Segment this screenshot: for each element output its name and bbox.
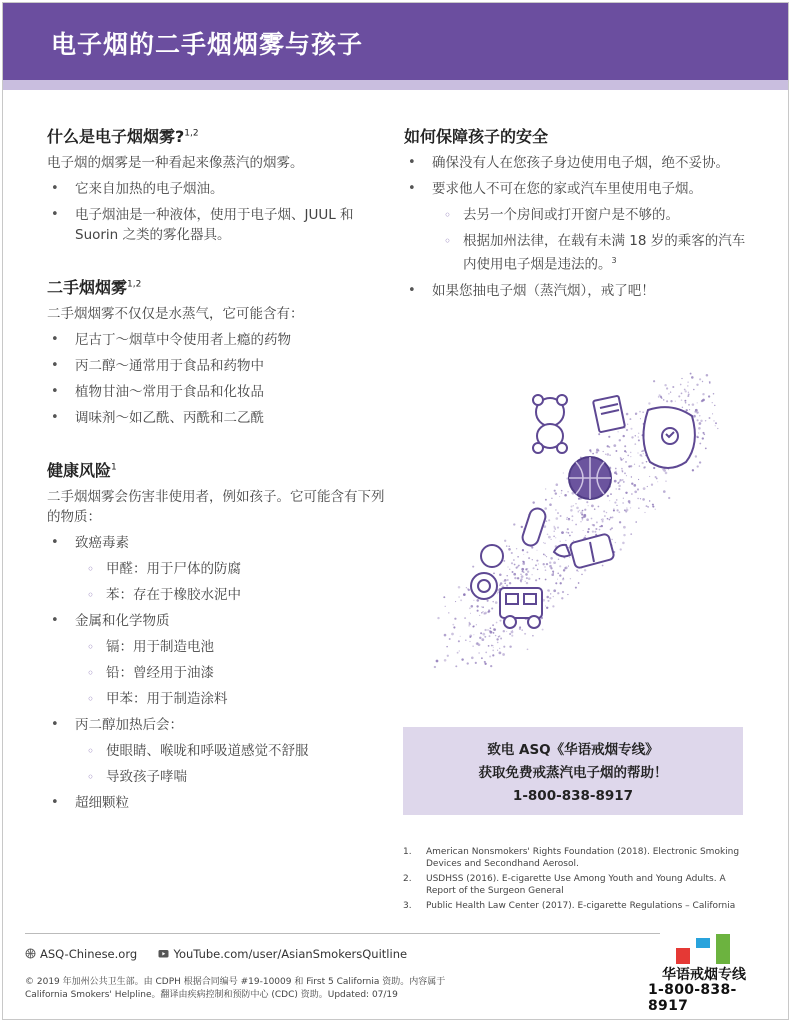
bullet-list-safety <box>404 153 749 301</box>
reference-item: 2. USDHSS (2016). E-cigarette Use Among Youth and Young Adults. A Report of the Surgeon General <box>403 874 726 896</box>
list-item: • 确保没有人在您孩子身边使用电子烟，绝不妥协。 <box>404 153 749 173</box>
callout-line-1: 致电 ASQ《华语戒烟专线》 <box>487 742 659 758</box>
ball-icon <box>569 457 611 499</box>
list-item: • 金属和化学物质 ◦ 镉：用于制造电池 ◦ 铅：曾经用于油漆 ◦ 甲苯：用于制造涂料 <box>47 611 392 709</box>
list-item: • 要求他人不可在您的家或汽车里使用电子烟。 ◦ 去另一个房间或打开窗户是不够的。 ◦ 根据加州法律，在载有未满 18 岁的乘客的汽车内使用电子烟是违法的。$^3$ <box>404 179 749 275</box>
website-link[interactable]: ASQ-Chinese.org <box>40 947 138 961</box>
logo-bars-icon <box>676 930 744 964</box>
list-item: • 致癌毒素 ◦ 甲醛：用于尸体的防腐 ◦ 苯：存在于橡胶水泥中 <box>47 533 392 605</box>
logo-name: 华语戒烟专线 <box>662 967 746 983</box>
reference-item: 1. American Nonsmokers' Rights Foundation (2018). Electronic Smoking Devices and Secondhand Aerosol. <box>403 847 740 869</box>
youtube-icon <box>158 948 169 959</box>
page-title: 电子烟的二手烟烟雾与孩子 <box>51 30 364 59</box>
sub-list-item: ◦ 镉：用于制造电池 <box>75 637 392 657</box>
sub-list-item: ◦ 去另一个房间或打开窗户是不够的。 <box>432 205 749 225</box>
bullet-list-secondhand <box>47 330 392 428</box>
section-title-what: 什么是电子烟烟雾?$^{1,2}$ <box>47 127 199 146</box>
footer-links <box>25 947 407 961</box>
references <box>403 846 748 915</box>
teddy-bear-icon <box>533 395 567 453</box>
helpline-callout <box>403 727 743 815</box>
list-item: • 调味剂～如乙酰、丙酰和二乙酰 <box>47 408 392 428</box>
list-item: • 电子烟油是一种液体，使用于电子烟、JUUL 和 Suorin 之类的雾化器具。 <box>47 205 392 245</box>
sub-list-item: ◦ 使眼睛、喉咙和呼吸道感觉不舒服 <box>75 741 392 761</box>
sub-list-item: ◦ 根据加州法律，在载有未满 18 岁的乘客的汽车内使用电子烟是违法的。$^3$ <box>432 231 749 275</box>
left-column <box>47 124 392 819</box>
sub-list-item: ◦ 甲苯：用于制造涂料 <box>75 689 392 709</box>
list-item: • 丙二醇加热后会： ◦ 使眼睛、喉咙和呼吸道感觉不舒服 ◦ 导致孩子哮喘 <box>47 715 392 787</box>
sub-list-item: ◦ 苯：存在于橡胶水泥中 <box>75 585 392 605</box>
callout-phone[interactable]: 1-800-838-8917 <box>512 788 634 804</box>
logo-phone[interactable]: 1-800-838-8917 <box>648 982 737 1014</box>
section-title-safety: 如何保障孩子的安全 <box>404 127 549 146</box>
footer-divider <box>25 933 660 934</box>
sub-list-item: ◦ 甲醛：用于尸体的防腐 <box>75 559 392 579</box>
baby-bottle-icon <box>554 533 615 568</box>
bandage-icon <box>521 506 548 547</box>
section-title-secondhand: 二手烟烟雾$^{1,2}$ <box>47 278 142 297</box>
sub-list-item: ◦ 铅：曾经用于油漆 <box>75 663 392 683</box>
list-item: • 它来自加热的电子烟油。 <box>47 179 392 199</box>
bullet-list-what <box>47 179 392 245</box>
section-title-health: 健康风险$^1$ <box>47 461 117 480</box>
list-item: • 超细颗粒 <box>47 793 392 813</box>
reference-item: 3. Public Health Law Center (2017). E-cigarette Regulations – California <box>403 901 736 911</box>
globe-icon <box>25 948 36 959</box>
toy-truck-icon <box>500 588 542 628</box>
list-item: • 尼古丁～烟草中令使用者上瘾的药物 <box>47 330 392 350</box>
helpline-logo <box>644 930 774 1014</box>
section-intro-health: 二手烟烟雾会伤害非使用者，例如孩子。它可能含有下列的物质： <box>47 489 385 525</box>
bullet-list-health <box>47 533 392 813</box>
list-item: • 如果您抽电子烟（蒸汽烟），戒了吧！ <box>404 281 749 301</box>
section-intro-what: 电子烟的烟雾是一种看起来像蒸汽的烟雾。 <box>47 155 304 171</box>
callout-line-2: 获取免费戒蒸汽电子烟的帮助！ <box>478 765 668 781</box>
list-item: • 植物甘油～常用于食品和化妆品 <box>47 382 392 402</box>
toys-illustration <box>430 370 720 670</box>
copyright-text: © 2019 年加州公共卫生部。由 CDPH 根据合同编号 #19-10009 和 First 5 California 资助。内容属于 California Smokers' Helpline。翻译由疾病控制和预防中心 (CDC) 资助。Updated: 07/19 <box>25 977 446 1000</box>
header-bar <box>3 3 788 80</box>
section-intro-secondhand: 二手烟烟雾不仅仅是水蒸气，它可能含有： <box>47 306 304 322</box>
youtube-link[interactable]: YouTube.com/user/AsianSmokersQuitline <box>173 947 408 961</box>
header-divider <box>3 80 788 90</box>
books-icon <box>593 396 625 433</box>
list-item: • 丙二醇～通常用于食品和药物中 <box>47 356 392 376</box>
bib-icon <box>643 407 694 468</box>
sub-list-item: ◦ 导致孩子哮喘 <box>75 767 392 787</box>
right-column <box>404 124 749 307</box>
